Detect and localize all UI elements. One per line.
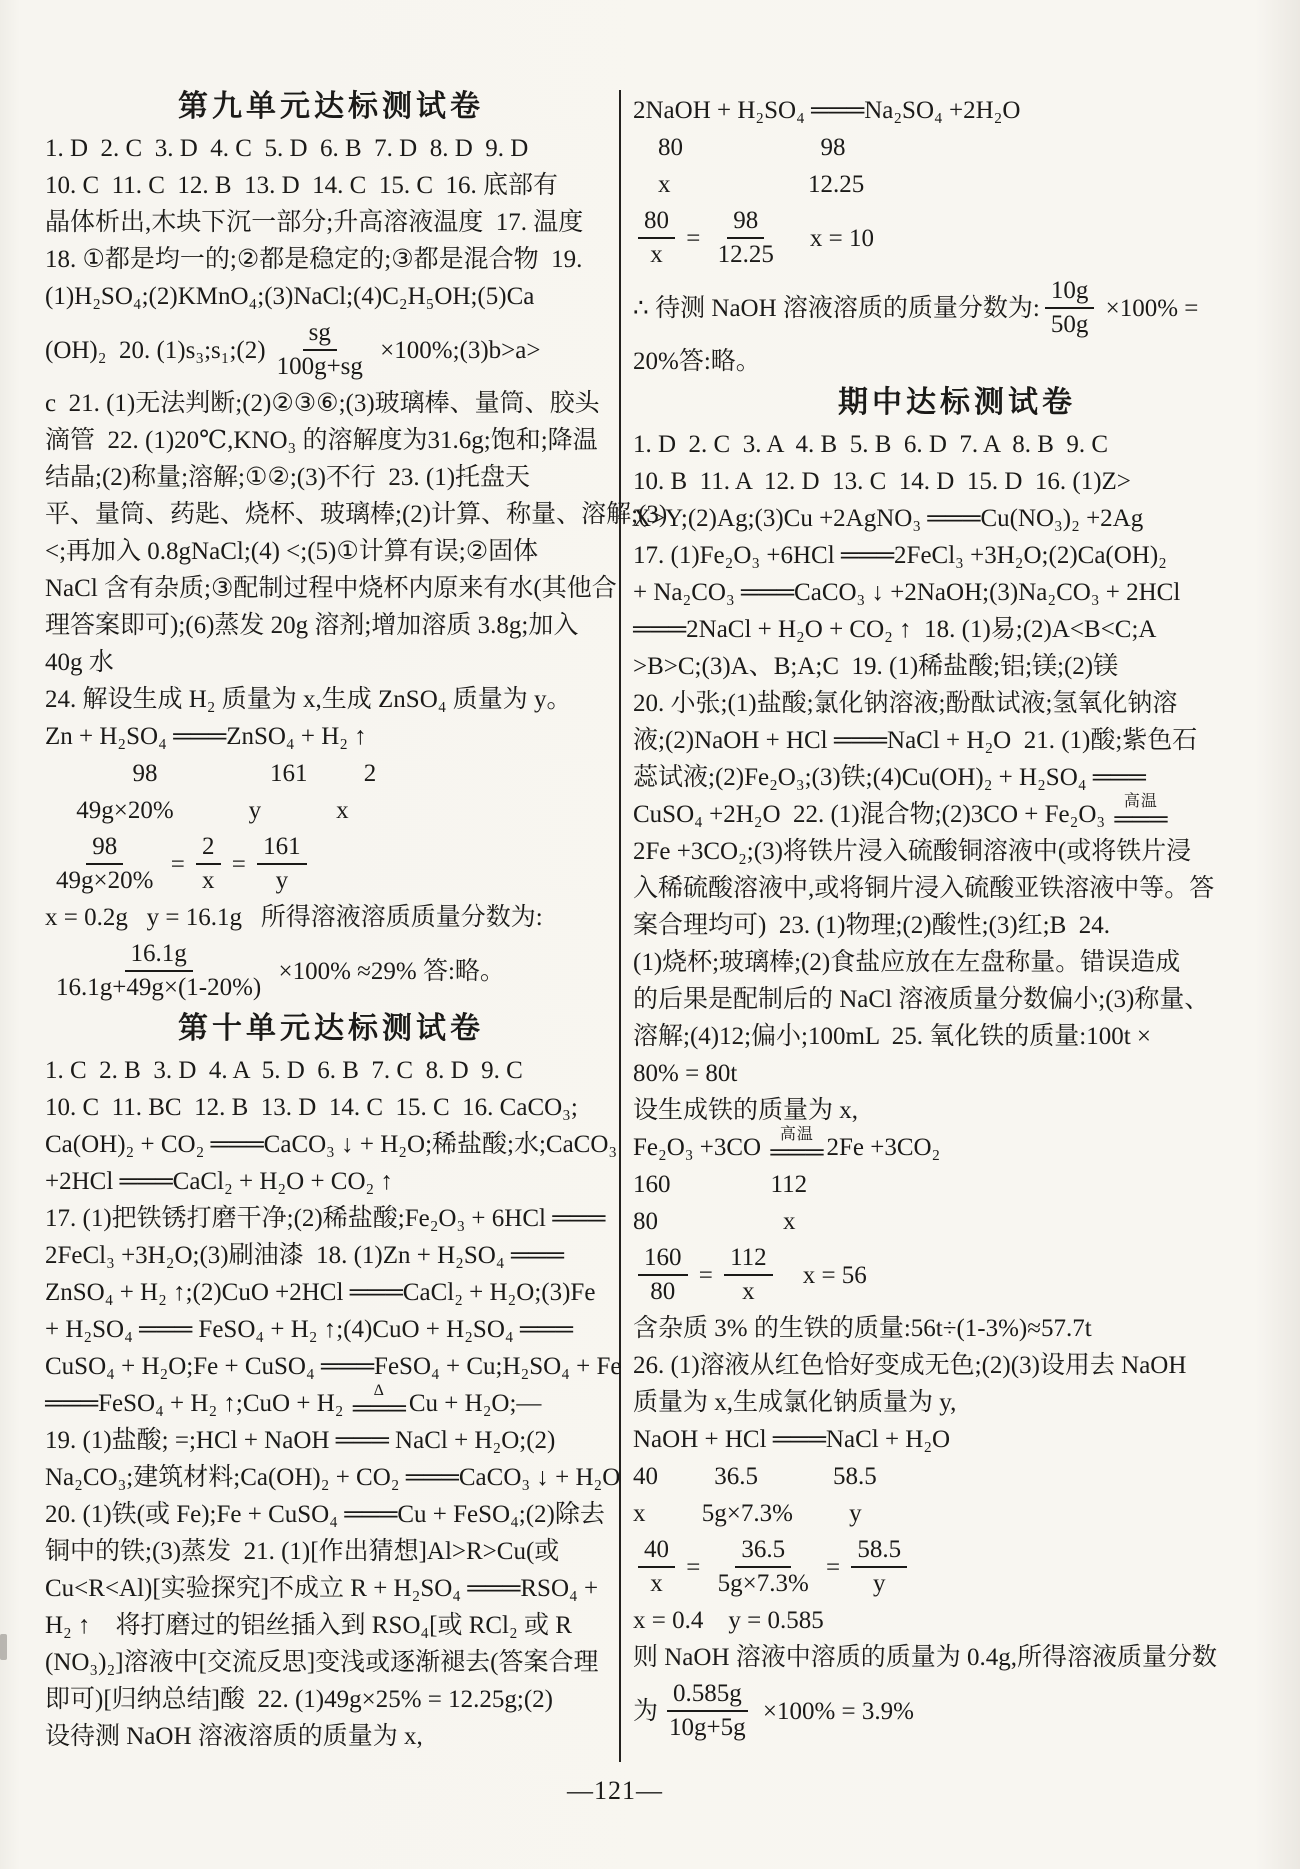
text-segment: 蕊试液;(2)Fe₂O₃;(3)铁;(4)Cu(OH)₂ + H₂SO₄ ═══ bbox=[633, 764, 1146, 791]
text-line bbox=[45, 1382, 617, 1422]
text-segment: Ca(OH)₂ + CO₂ ═══CaCO₃ ↓ + H₂O;稀盐酸;水;CaCO₃ bbox=[45, 1131, 618, 1158]
text-segment: = bbox=[692, 1261, 720, 1289]
text-segment: = bbox=[680, 1553, 707, 1581]
text-line bbox=[45, 936, 617, 1006]
text-segment: 80% = 80t bbox=[633, 1060, 738, 1087]
fraction bbox=[196, 832, 221, 896]
fraction bbox=[851, 1535, 907, 1599]
text-segment: 18. ①都是均一的;②都是稳定的;③都是混合物 19. bbox=[45, 246, 583, 273]
fraction-denominator: 10g+5g bbox=[669, 1714, 746, 1741]
text-line bbox=[45, 607, 617, 644]
fraction-numerator: 16.1g bbox=[125, 939, 193, 972]
double-bond-equals: ═══ bbox=[770, 1139, 824, 1166]
text-segment: + Na₂CO₃ ═══CaCO₃ ↓ +2NaOH;(3)Na₂CO₃ + 2HCl bbox=[633, 579, 1181, 606]
text-segment: 1. C 2. B 3. D 4. A 5. D 6. B 7. C 8. D 9. C bbox=[45, 1057, 523, 1084]
text-line bbox=[45, 204, 617, 241]
text-segment: (1)H₂SO₄;(2)KMnO₄;(3)NaCl;(4)C₂H₅OH;(5)Ca bbox=[45, 283, 535, 310]
text-segment: x = 0.4 y = 0.585 bbox=[633, 1607, 824, 1634]
text-segment: 26. (1)溶液从红色恰好变成无色;(2)(3)设用去 NaOH bbox=[633, 1352, 1187, 1379]
text-segment: (OH)₂ 20. (1)s₃;s₁;(2) bbox=[45, 336, 266, 364]
fraction bbox=[663, 1679, 752, 1743]
text-line bbox=[45, 1089, 617, 1126]
text-segment: x 5g×7.3% y bbox=[633, 1500, 862, 1527]
text-segment: CuSO₄ +2H₂O 22. (1)混合物;(2)3CO + Fe₂O₃ bbox=[633, 801, 1112, 828]
text-line bbox=[45, 1718, 617, 1755]
section-title: 第九单元达标测试卷 bbox=[178, 90, 484, 123]
text-line bbox=[633, 273, 1281, 343]
text-segment: ×100% = 3.9% bbox=[756, 1697, 914, 1725]
text-line bbox=[633, 833, 1281, 870]
double-bond-equals: ═══ bbox=[1114, 806, 1168, 833]
fraction-denominator: x bbox=[202, 867, 215, 894]
text-line bbox=[633, 1310, 1281, 1347]
text-line bbox=[45, 644, 617, 681]
fraction-numerator: 98 bbox=[86, 832, 123, 865]
text-line bbox=[45, 167, 617, 204]
fraction bbox=[712, 206, 780, 270]
fraction-denominator: 80 bbox=[650, 1278, 676, 1305]
text-segment: x 12.25 bbox=[633, 171, 865, 198]
text-line bbox=[45, 1681, 617, 1718]
fraction-numerator: 36.5 bbox=[735, 1535, 791, 1568]
section-title: 第十单元达标测试卷 bbox=[178, 1012, 484, 1045]
text-line bbox=[45, 1274, 617, 1311]
text-line bbox=[633, 1532, 1281, 1602]
text-line bbox=[633, 870, 1281, 907]
text-line bbox=[45, 1052, 617, 1089]
text-line bbox=[633, 1166, 1281, 1203]
fraction-denominator: 16.1g+49g×(1-20%) bbox=[56, 974, 262, 1001]
fraction-numerator: 58.5 bbox=[851, 1535, 907, 1568]
fraction bbox=[724, 1243, 773, 1307]
text-line bbox=[633, 1676, 1281, 1746]
text-line bbox=[633, 1495, 1281, 1532]
right-column bbox=[633, 92, 1281, 1746]
text-segment: +2HCl ═══CaCl₂ + H₂O + CO₂ ↑ bbox=[45, 1168, 393, 1195]
text-segment: CuSO₄ + H₂O;Fe + CuSO₄ ═══FeSO₄ + Cu;H₂SO₄ + Fe bbox=[45, 1353, 622, 1380]
text-segment: 2Fe +3CO₂;(3)将铁片浸入硫酸铜溶液中(或将铁片浸 bbox=[633, 838, 1192, 865]
text-segment: ×100% ≈29% 答:略。 bbox=[272, 957, 505, 985]
text-segment: 滴管 22. (1)20℃,KNO₃ 的溶解度为31.6g;饱和;降温 bbox=[45, 427, 598, 454]
condition-label: 高温 bbox=[1123, 793, 1158, 810]
text-line bbox=[633, 537, 1281, 574]
text-segment: <;再加入 0.8gNaCl;(4) <;(5)①计算有误;②固体 bbox=[45, 538, 539, 565]
text-line bbox=[45, 1311, 617, 1348]
double-bond-equals: ═══ bbox=[352, 1395, 406, 1422]
text-line bbox=[633, 166, 1281, 203]
text-segment: 98 161 2 bbox=[45, 760, 377, 787]
fraction bbox=[50, 939, 267, 1003]
fraction-denominator: 49g×20% bbox=[56, 867, 154, 894]
fraction-numerator: sg bbox=[303, 318, 337, 351]
text-segment: >B>C;(3)A、B;A;C 19. (1)稀盐酸;铝;镁;(2)镁 bbox=[633, 653, 1119, 680]
text-line bbox=[45, 1459, 621, 1496]
text-line bbox=[45, 1348, 622, 1385]
text-segment: 溶解;(4)12;偏小;100mL 25. 氧化铁的质量:100t × bbox=[633, 1023, 1152, 1050]
text-segment: 17. (1)Fe₂O₃ +6HCl ═══2FeCl₃ +3H₂O;(2)Ca(OH)₂ bbox=[633, 542, 1167, 569]
text-segment: 20. 小张;(1)盐酸;氯化钠溶液;酚酞试液;氢氧化钠溶 bbox=[633, 690, 1178, 717]
text-segment: 80 x bbox=[633, 1208, 796, 1235]
text-segment: 2FeCl₃ +3H₂O;(3)刷油漆 18. (1)Zn + H₂SO₄ ═══ bbox=[45, 1242, 564, 1269]
condition-label: 高温 bbox=[779, 1126, 814, 1143]
text-segment: Cu<R<Al)[实验探究]不成立 R + H₂SO₄ ═══RSO₄ + bbox=[45, 1575, 599, 1602]
text-segment: 平、量筒、药匙、烧杯、玻璃棒;(2)计算、称量、溶解;(3) bbox=[45, 501, 668, 528]
text-segment: 铜中的铁;(3)蒸发 21. (1)[作出猜想]Al>R>Cu(或 bbox=[45, 1538, 560, 1565]
fraction bbox=[1045, 276, 1095, 340]
text-segment: 20%答:略。 bbox=[633, 348, 761, 375]
text-segment: c 21. (1)无法判断;(2)②③⑥;(3)玻璃棒、量筒、胶头 bbox=[45, 390, 600, 417]
fraction-numerator: 0.585g bbox=[667, 1679, 748, 1712]
text-line bbox=[633, 907, 1281, 944]
text-segment: 晶体析出,木块下沉一部分;升高溶液温度 17. 温度 bbox=[45, 209, 584, 236]
fraction bbox=[50, 832, 159, 896]
text-segment: ZnSO₄ + H₂ ↑;(2)CuO +2HCl ═══CaCl₂ + H₂O;(3)Fe bbox=[45, 1279, 596, 1306]
text-line bbox=[633, 981, 1281, 1018]
text-segment: 液;(2)NaOH + HCl ═══NaCl + H₂O 21. (1)酸;紫色石 bbox=[633, 727, 1198, 754]
section-title: 期中达标测试卷 bbox=[838, 386, 1076, 419]
text-line bbox=[45, 1570, 617, 1607]
fraction-numerator: 80 bbox=[638, 206, 675, 239]
text-line bbox=[45, 829, 617, 899]
text-segment: = bbox=[819, 1553, 847, 1581]
text-line bbox=[633, 203, 1281, 273]
reaction-condition-equals bbox=[770, 1126, 824, 1166]
text-segment: 40 36.5 58.5 bbox=[633, 1463, 877, 1490]
text-segment: NaCl 含有杂质;③配制过程中烧杯内原来有水(其他合 bbox=[45, 575, 617, 602]
text-line bbox=[633, 574, 1281, 611]
text-line bbox=[45, 1200, 617, 1237]
fraction bbox=[712, 1535, 815, 1599]
text-segment: (NO₃)₂]溶液中[交流反思]变浅或逐渐褪去(答案合理 bbox=[45, 1649, 599, 1676]
text-segment: H₂ ↑ 将打磨过的铝丝插入到 RSO₄[或 RCl₂ 或 R bbox=[45, 1612, 572, 1639]
text-segment: = bbox=[225, 850, 253, 878]
fraction-denominator: 5g×7.3% bbox=[717, 1570, 809, 1597]
text-line bbox=[633, 1203, 1281, 1240]
text-segment: Fe₂O₃ +3CO bbox=[633, 1134, 768, 1161]
text-line bbox=[45, 1607, 617, 1644]
text-line bbox=[45, 278, 617, 315]
text-line bbox=[45, 718, 617, 755]
fraction-denominator: x bbox=[742, 1278, 755, 1305]
fraction-denominator: x bbox=[650, 241, 663, 268]
fraction-denominator: 50g bbox=[1050, 311, 1089, 338]
text-segment: 则 NaOH 溶液中溶质的质量为 0.4g,所得溶液质量分数 bbox=[633, 1644, 1218, 1671]
text-line bbox=[45, 459, 617, 496]
text-segment: ∴ 待测 NaOH 溶液溶质的质量分数为: bbox=[633, 294, 1040, 322]
text-line bbox=[45, 792, 617, 829]
text-line bbox=[45, 899, 617, 936]
text-line bbox=[45, 315, 617, 385]
text-segment: x = 56 bbox=[777, 1261, 867, 1289]
text-segment: ×100%;(3)b>a> bbox=[373, 336, 541, 364]
text-segment: NaOH + HCl ═══NaCl + H₂O bbox=[633, 1426, 951, 1453]
text-segment: 设待测 NaOH 溶液溶质的质量为 x, bbox=[45, 1723, 423, 1750]
text-line bbox=[45, 1496, 617, 1533]
text-line bbox=[45, 755, 617, 792]
column-divider bbox=[619, 90, 621, 1762]
text-segment: 40g 水 bbox=[45, 649, 114, 676]
text-segment: = bbox=[680, 224, 707, 252]
text-line bbox=[633, 1018, 1281, 1055]
text-line bbox=[633, 129, 1281, 166]
text-line bbox=[45, 1422, 617, 1459]
text-line bbox=[45, 1533, 617, 1570]
fraction-denominator: 12.25 bbox=[717, 241, 774, 268]
text-segment: 入稀硫酸溶液中,或将铜片浸入硫酸亚铁溶液中等。答 bbox=[633, 875, 1215, 902]
fraction-denominator: y bbox=[275, 867, 289, 894]
text-segment: (1)烧杯;玻璃棒;(2)食盐应放在左盘称量。错误造成 bbox=[633, 949, 1181, 976]
text-line bbox=[633, 1384, 1281, 1421]
text-line bbox=[45, 130, 617, 167]
text-segment: 结晶;(2)称量;溶解;①②;(3)不行 23. (1)托盘天 bbox=[45, 464, 531, 491]
text-line bbox=[633, 1240, 1281, 1310]
text-line bbox=[45, 241, 617, 278]
text-line bbox=[45, 570, 617, 607]
fraction bbox=[638, 1243, 688, 1307]
text-segment: 19. (1)盐酸; =;HCl + NaOH ═══ NaCl + H₂O;(2) bbox=[45, 1427, 556, 1454]
text-line bbox=[45, 681, 617, 718]
text-line bbox=[633, 793, 1281, 833]
text-segment: ═══2NaCl + H₂O + CO₂ ↑ 18. (1)易;(2)A<B<C;A bbox=[633, 616, 1157, 643]
text-segment: ═══FeSO₄ + H₂ ↑;CuO + H₂ bbox=[45, 1390, 350, 1417]
text-line bbox=[633, 722, 1281, 759]
text-segment: X>Y;(2)Ag;(3)Cu +2AgNO₃ ═══Cu(NO₃)₂ +2Ag bbox=[633, 505, 1144, 532]
fraction-numerator: 160 bbox=[638, 1243, 688, 1276]
text-line bbox=[45, 385, 617, 422]
text-segment: 质量为 x,生成氯化钠质量为 y, bbox=[633, 1389, 957, 1416]
text-segment: = bbox=[164, 850, 192, 878]
text-line bbox=[633, 1602, 1281, 1639]
text-line bbox=[633, 685, 1281, 722]
reaction-condition-equals bbox=[352, 1382, 406, 1422]
fraction-numerator: 40 bbox=[638, 1535, 675, 1568]
fraction-numerator: 10g bbox=[1045, 276, 1095, 309]
text-segment: 17. (1)把铁锈打磨干净;(2)稀盐酸;Fe₂O₃ + 6HCl ═══ bbox=[45, 1205, 606, 1232]
text-segment: 10. C 11. BC 12. B 13. D 14. C 15. C 16. CaCO₃; bbox=[45, 1094, 578, 1121]
text-segment: 20. (1)铁(或 Fe);Fe + CuSO₄ ═══Cu + FeSO₄;(2)除去 bbox=[45, 1501, 605, 1528]
text-segment: 的后果是配制后的 NaCl 溶液质量分数偏小;(3)称量、 bbox=[633, 986, 1210, 1013]
page-number: —121— bbox=[567, 1776, 663, 1805]
text-line bbox=[633, 343, 1281, 380]
text-segment: + H₂SO₄ ═══ FeSO₄ + H₂ ↑;(4)CuO + H₂SO₄ ═══ bbox=[45, 1316, 573, 1343]
text-line bbox=[633, 92, 1281, 129]
fraction-numerator: 98 bbox=[727, 206, 764, 239]
text-segment: 49g×20% y x bbox=[45, 797, 349, 824]
text-segment: Na₂CO₃;建筑材料;Ca(OH)₂ + CO₂ ═══CaCO₃ ↓ + H₂O bbox=[45, 1464, 621, 1491]
text-line bbox=[633, 500, 1281, 537]
fraction-numerator: 2 bbox=[196, 832, 221, 865]
text-line bbox=[45, 1644, 617, 1681]
fraction-denominator: y bbox=[873, 1570, 886, 1597]
text-segment: 理答案即可);(6)蒸发 20g 溶剂;增加溶质 3.8g;加入 bbox=[45, 612, 579, 639]
text-line bbox=[633, 1126, 1281, 1166]
text-segment: 即可)[归纳总结]酸 22. (1)49g×25% = 12.25g;(2) bbox=[45, 1686, 553, 1713]
text-line bbox=[45, 422, 617, 459]
text-segment: 160 112 bbox=[633, 1171, 808, 1198]
fraction-denominator: 100g+sg bbox=[276, 353, 363, 380]
text-segment: ×100% = bbox=[1099, 294, 1199, 322]
text-line bbox=[633, 426, 1281, 463]
text-segment: Cu + H₂O;— bbox=[408, 1390, 542, 1417]
text-segment: 含杂质 3% 的生铁的质量:56t÷(1-3%)≈57.7t bbox=[633, 1315, 1092, 1342]
fraction-denominator: x bbox=[650, 1570, 663, 1597]
fraction bbox=[638, 206, 675, 270]
fraction-numerator: 161 bbox=[257, 832, 307, 865]
text-line bbox=[633, 1347, 1281, 1384]
text-line bbox=[45, 1163, 617, 1200]
text-segment: 设生成铁的质量为 x, bbox=[633, 1097, 859, 1124]
fraction bbox=[271, 318, 369, 382]
text-segment: 80 98 bbox=[633, 134, 846, 161]
text-segment: 10. C 11. C 12. B 13. D 14. C 15. C 16. 底部有 bbox=[45, 172, 559, 199]
text-segment: x = 0.2g y = 16.1g 所得溶液溶质质量分数为: bbox=[45, 904, 543, 931]
fraction bbox=[638, 1535, 675, 1599]
fraction bbox=[257, 832, 307, 896]
text-line bbox=[633, 1458, 1281, 1495]
condition-label: Δ bbox=[373, 1382, 385, 1399]
text-segment: 10. B 11. A 12. D 13. C 14. D 15. D 16. (1)Z> bbox=[633, 468, 1131, 495]
text-line bbox=[633, 944, 1281, 981]
text-line bbox=[633, 1055, 1281, 1092]
text-segment: 案合理均可) 23. (1)物理;(2)酸性;(3)红;B 24. bbox=[633, 912, 1111, 939]
text-line bbox=[45, 496, 668, 533]
reaction-condition-equals bbox=[1114, 793, 1168, 833]
text-segment: Zn + H₂SO₄ ═══ZnSO₄ + H₂ ↑ bbox=[45, 723, 367, 750]
text-segment: 2NaOH + H₂SO₄ ═══Na₂SO₄ +2H₂O bbox=[633, 97, 1021, 124]
text-segment: 1. D 2. C 3. D 4. C 5. D 6. B 7. D 8. D 9. D bbox=[45, 135, 529, 162]
text-line bbox=[45, 1126, 617, 1163]
text-line bbox=[633, 1421, 1281, 1458]
text-line bbox=[633, 463, 1281, 500]
text-line bbox=[633, 611, 1281, 648]
text-segment: 1. D 2. C 3. A 4. B 5. B 6. D 7. A 8. B 9. C bbox=[633, 431, 1109, 458]
text-segment: x = 10 bbox=[784, 224, 874, 252]
text-segment: 2Fe +3CO₂ bbox=[826, 1134, 941, 1161]
text-line bbox=[633, 648, 1281, 685]
text-line bbox=[633, 759, 1281, 796]
scan-artifact bbox=[0, 1634, 7, 1660]
text-line bbox=[45, 1237, 617, 1274]
text-line bbox=[45, 533, 617, 570]
text-line bbox=[633, 1092, 1281, 1129]
fraction-numerator: 112 bbox=[724, 1243, 773, 1276]
text-segment: 为 bbox=[633, 1697, 659, 1725]
text-line bbox=[633, 1639, 1281, 1676]
text-segment: 24. 解设生成 H₂ 质量为 x,生成 ZnSO₄ 质量为 y。 bbox=[45, 686, 572, 713]
